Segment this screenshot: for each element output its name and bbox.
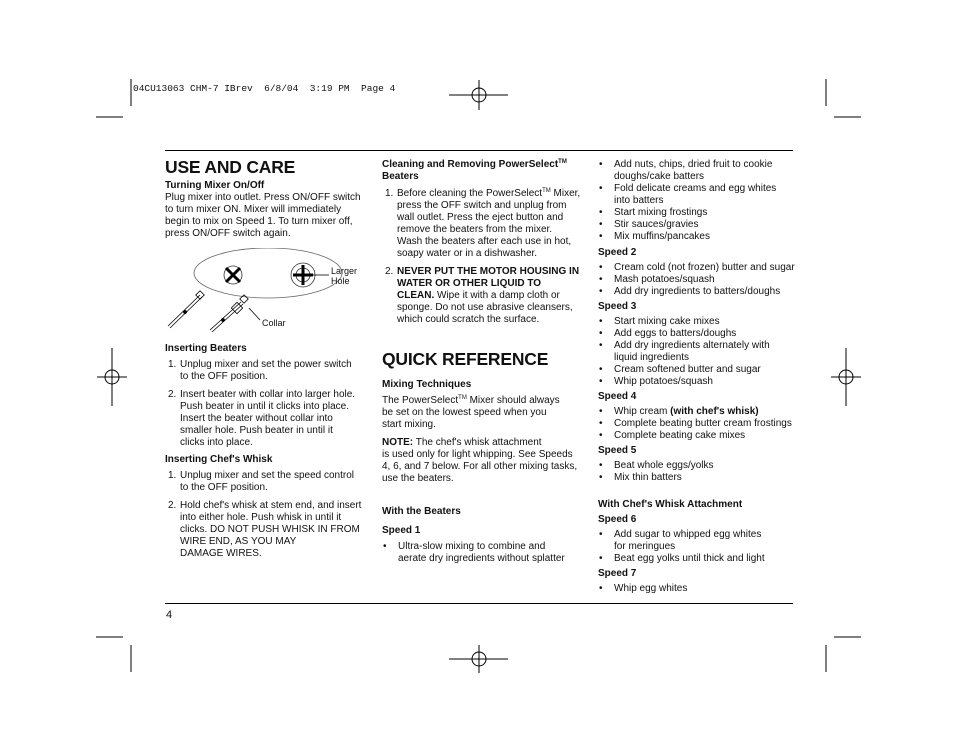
list-item	[165, 389, 365, 449]
bullet-line: into batters	[614, 195, 664, 206]
beater-collar-icon	[210, 295, 260, 332]
list-item	[598, 207, 798, 219]
inserting-beaters-heading: Inserting Beaters	[165, 343, 247, 354]
bullet-line: • Add eggs to batters/doughs	[614, 328, 737, 339]
list-item	[598, 406, 798, 418]
list-item	[598, 340, 798, 364]
note-line: 4, 6, and 7 below. For all other mixing tasks,	[382, 461, 578, 472]
step-line: into either hole. Push whisk in until it	[180, 512, 342, 523]
list-item	[598, 364, 798, 376]
bullet-line: • Start mixing frostings	[614, 207, 708, 218]
cleaning-list	[382, 188, 582, 326]
cleaning-heading	[382, 159, 582, 183]
speed7-heading: Speed 7	[598, 568, 637, 579]
bullet-line: • Beat whole eggs/yolks	[614, 460, 714, 471]
step-line: clicks into place.	[180, 437, 253, 448]
step-line	[397, 188, 582, 200]
step-number: 2.	[168, 500, 177, 511]
bullet-line: • Mix muffins/pancakes	[614, 231, 710, 242]
trademark: TM	[542, 188, 551, 194]
diagram-larger-hole-label	[331, 267, 357, 286]
bullet-line: • Mix thin batters	[614, 472, 682, 483]
bullet-text: Whip cream	[614, 406, 671, 417]
inserting-whisk-heading: Inserting Chef's Whisk	[165, 454, 273, 465]
step-line: Insert the beater without collar into	[180, 413, 333, 424]
turning-heading: Turning Mixer On/Off	[165, 180, 265, 191]
step-line: clicks. DO NOT PUSH WHISK IN FROM	[180, 524, 360, 535]
bullet-line: • Beat egg yolks until thick and light	[614, 553, 765, 564]
step-line: Insert beater with collar into larger hole.	[180, 389, 356, 400]
mixing-text-a: The PowerSelect	[382, 395, 459, 406]
step-line: Unplug mixer and set the speed control	[180, 470, 354, 481]
list-item	[598, 418, 798, 430]
speed5-heading: Speed 5	[598, 445, 637, 456]
bullet-line: • Add nuts, chips, dried fruit to cookie	[614, 159, 773, 170]
step-line: Wash the beaters after each use in hot,	[397, 236, 572, 247]
label-hole: Hole	[331, 275, 350, 286]
left-column	[165, 157, 365, 240]
bullet-line: • Ultra-slow mixing to combine and	[398, 541, 546, 552]
list-item	[598, 286, 798, 298]
step-line: which could scratch the surface.	[397, 314, 540, 325]
step-number: 1.	[168, 470, 177, 481]
bullet-line: • Cream cold (not frozen) butter and sugar	[614, 262, 795, 273]
step-number: 1.	[385, 188, 394, 199]
list-item	[598, 262, 798, 274]
note-line: is used only for light whipping. See Speeds	[382, 449, 573, 460]
speed1-heading: Speed 1	[382, 525, 421, 536]
step-line: WIRE END, AS YOU MAY	[180, 536, 297, 547]
step-line: soapy water or in a dishwasher.	[397, 248, 538, 259]
step-line: sponge. Do not use abrasive cleansers,	[397, 302, 573, 313]
mixing-text-b: Mixer should always	[466, 395, 560, 406]
note-line: use the beaters.	[382, 473, 454, 484]
list-item	[165, 470, 365, 494]
list-item	[165, 500, 365, 560]
mixer-underside	[194, 248, 342, 298]
speed1-list	[382, 541, 582, 565]
note-label: NOTE:	[382, 437, 414, 448]
list-item	[598, 219, 798, 231]
bullet-line: liquid ingredients	[614, 352, 690, 363]
list-item	[598, 231, 798, 243]
speed6-list	[598, 529, 798, 565]
inserting-whisk-list	[165, 470, 365, 560]
speed5-list	[598, 460, 798, 484]
registration-mark-left	[97, 348, 127, 406]
step-line: wall outlet. Press the eject button and	[397, 212, 564, 223]
list-item	[598, 529, 798, 553]
list-item	[382, 188, 582, 260]
list-item	[598, 430, 798, 442]
note-text	[382, 437, 582, 485]
bullet-line: doughs/cake batters	[614, 171, 705, 182]
bullet-line: for meringues	[614, 541, 676, 552]
step-line: Unplug mixer and set the power switch	[180, 359, 352, 370]
beater-left-icon	[168, 291, 204, 328]
list-item	[598, 316, 798, 328]
step-number: 2.	[385, 266, 394, 277]
step-line: Hold chef's whisk at stem end, and insert	[180, 500, 362, 511]
step-line: NEVER PUT THE MOTOR HOUSING IN	[397, 266, 580, 277]
list-item	[598, 328, 798, 340]
step1-text-cont: Mixer,	[550, 188, 581, 199]
step-line: Push beater in until it clicks into place.	[180, 401, 349, 412]
speed1-cont-list	[598, 159, 798, 243]
step-line: remove the beaters from the mixer.	[397, 224, 553, 235]
middle-column	[382, 159, 582, 565]
with-beaters-heading: With the Beaters	[382, 506, 461, 517]
bullet-line: • Add dry ingredients to batters/doughs	[614, 286, 781, 297]
step-line: DAMAGE WIRES.	[180, 548, 262, 559]
list-item	[598, 553, 798, 565]
step2-text: Wipe it with a damp cloth or	[434, 290, 560, 301]
speed4-heading: Speed 4	[598, 391, 637, 402]
trademark: TM	[458, 395, 467, 401]
list-item	[598, 159, 798, 183]
mixing-line: be set on the lowest speed when you	[382, 407, 547, 418]
bullet-line: • Complete beating butter cream frostings	[614, 418, 792, 429]
bullet-line: • Mash potatoes/squash	[614, 274, 715, 285]
cleaning-heading-text: Cleaning and Removing PowerSelect	[382, 159, 559, 170]
registration-mark-bottom	[449, 645, 508, 673]
bottom-rule	[165, 603, 793, 604]
list-item	[165, 359, 365, 383]
step1-text: Before cleaning the PowerSelect	[397, 188, 543, 199]
bullet-line: • Fold delicate creams and egg whites	[614, 183, 777, 194]
speed2-list	[598, 262, 798, 298]
step-line: press the OFF switch and unplug from	[397, 200, 567, 211]
diagram-collar-label: Collar	[262, 318, 286, 328]
list-item	[382, 266, 582, 326]
quick-reference-title: QUICK REFERENCE	[382, 349, 549, 369]
bullet-line: • Complete beating cake mixes	[614, 430, 746, 441]
step-number: 1.	[168, 359, 177, 370]
bullet-line: • Stir sauces/gravies	[614, 219, 699, 230]
small-hole-icon	[226, 268, 240, 282]
inserting-beaters-list	[165, 359, 365, 449]
large-hole-icon	[293, 265, 313, 285]
bullet-line: • Add sugar to whipped egg whites	[614, 529, 762, 540]
use-and-care-title: USE AND CARE	[165, 157, 296, 177]
cleaning-heading-line2: Beaters	[382, 171, 419, 182]
speed2-heading: Speed 2	[598, 247, 637, 258]
note-first: The chef's whisk attachment	[413, 437, 542, 448]
step2-bold: CLEAN.	[397, 290, 435, 301]
step-line: smaller hole. Push beater in until it	[180, 425, 333, 436]
printer-slug: 04CU13063 CHM-7 IBrev 6/8/04 3:19 PM Page 4	[133, 83, 396, 94]
speed6-heading: Speed 6	[598, 514, 637, 525]
bullet-line: • Add dry ingredients alternately with	[614, 340, 770, 351]
left-column-lower	[165, 343, 365, 560]
list-item	[598, 274, 798, 286]
speed7-list	[598, 583, 798, 595]
list-item	[382, 541, 582, 565]
trademark: TM	[558, 159, 567, 165]
step-line	[397, 290, 582, 302]
registration-mark-right	[831, 348, 861, 406]
label-larger: Larger	[331, 266, 358, 276]
mixing-line: start mixing.	[382, 419, 436, 430]
list-item	[598, 460, 798, 472]
speed4-list	[598, 406, 798, 442]
top-rule	[165, 150, 793, 151]
speed3-heading: Speed 3	[598, 301, 637, 312]
bullet-line: • Whip egg whites	[614, 583, 688, 594]
right-column	[598, 159, 798, 595]
bullet-line: • Whip potatoes/squash	[614, 376, 713, 387]
speed3-list	[598, 316, 798, 388]
bullet-line: aerate dry ingredients without splatter	[398, 553, 565, 564]
step-line: to the OFF position.	[180, 482, 268, 493]
page-number: 4	[166, 609, 173, 621]
turning-text: Plug mixer into outlet. Press ON/OFF switch to turn mixer ON. Mixer will immediately begin to mix on Speed 1. To turn mixer off, press ON/OFF switch again.	[165, 192, 361, 239]
mixing-text	[382, 395, 582, 431]
registration-mark-top	[449, 80, 508, 110]
bullet-bold: (with chef's whisk)	[670, 406, 759, 417]
list-item	[598, 376, 798, 388]
bullet-line: • Start mixing cake mixes	[614, 316, 720, 327]
bullet-line: • Cream softened butter and sugar	[614, 364, 761, 375]
step-number: 2.	[168, 389, 177, 400]
step-line: to the OFF position.	[180, 371, 268, 382]
mixing-heading: Mixing Techniques	[382, 379, 472, 390]
list-item	[598, 183, 798, 207]
whisk-attachment-heading: With Chef's Whisk Attachment	[598, 499, 743, 510]
list-item	[598, 583, 798, 595]
list-item	[598, 472, 798, 484]
step-line: WATER OR OTHER LIQUID TO	[397, 278, 542, 289]
